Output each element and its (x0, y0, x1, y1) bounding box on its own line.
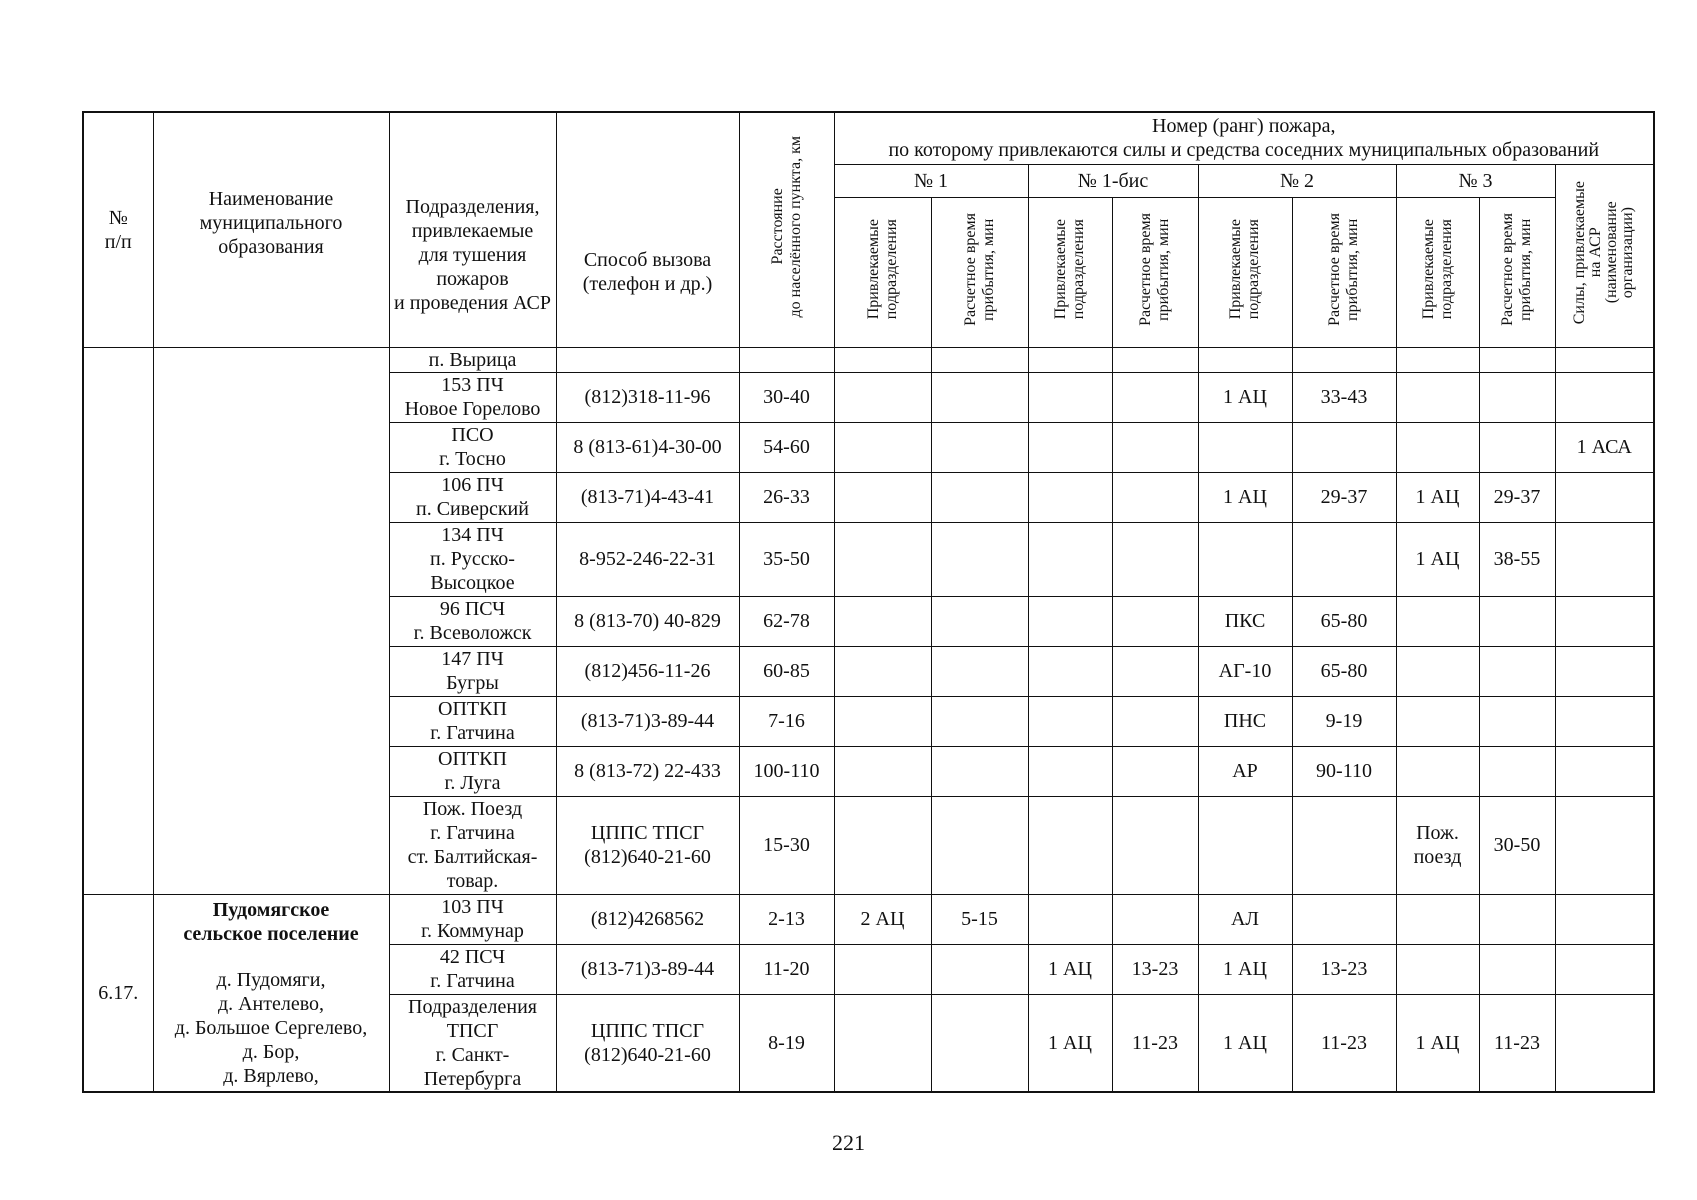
cell-r3-units (1396, 894, 1479, 944)
cell-r1-units (834, 372, 931, 422)
header-rank-group: Номер (ранг) пожара, по которому привлекаются силы и средства соседних муниципальных образований (834, 112, 1654, 164)
cell-distance: 7-16 (739, 696, 834, 746)
cell-units: 96 ПСЧ г. Всеволожск (389, 596, 556, 646)
cell-call: 8 (813-70) 40-829 (556, 596, 739, 646)
cell-r2-time (1292, 796, 1396, 894)
cell-r3-units (1396, 372, 1479, 422)
cell-r1-time (931, 994, 1028, 1092)
cell-r1bis-units (1028, 422, 1112, 472)
cell-asr (1555, 372, 1654, 422)
cell-asr (1555, 347, 1654, 372)
cell-r2-time: 65-80 (1292, 596, 1396, 646)
header-distance: Расстояние до населённого пункта, км (739, 112, 834, 347)
cell-r3-units (1396, 596, 1479, 646)
cell-r3-time (1479, 422, 1555, 472)
cell-asr (1555, 472, 1654, 522)
cell-asr (1555, 646, 1654, 696)
cell-r1-time (931, 596, 1028, 646)
cell-asr (1555, 944, 1654, 994)
cell-asr: 1 АСА (1555, 422, 1654, 472)
cell-r3-units (1396, 746, 1479, 796)
cell-units: 106 ПЧ п. Сиверский (389, 472, 556, 522)
cell-r2-units: 1 АЦ (1198, 472, 1292, 522)
cell-r3-time (1479, 944, 1555, 994)
cell-units: 42 ПСЧ г. Гатчина (389, 944, 556, 994)
cell-r1-time (931, 522, 1028, 596)
cell-r3-time (1479, 696, 1555, 746)
cell-r1-time: 5-15 (931, 894, 1028, 944)
cell-r2-time: 11-23 (1292, 994, 1396, 1092)
settlement-item: д. Бор, (242, 1040, 300, 1063)
header-r3-units: Привлекаемые подразделения (1396, 197, 1479, 347)
cell-r1-units (834, 944, 931, 994)
cell-r2-units: АЛ (1198, 894, 1292, 944)
cell-r2-time (1292, 422, 1396, 472)
table-row (83, 347, 1654, 372)
header-r1-units: Привлекаемые подразделения (834, 197, 931, 347)
cell-r1bis-units (1028, 522, 1112, 596)
cell-asr (1555, 696, 1654, 746)
cell-r3-units: 1 АЦ (1396, 522, 1479, 596)
cell-r3-units (1396, 422, 1479, 472)
cell-r2-time: 65-80 (1292, 646, 1396, 696)
cell-asr (1555, 894, 1654, 944)
cell-distance: 26-33 (739, 472, 834, 522)
cell-municipality-empty (153, 347, 389, 894)
header-r1bis-units: Привлекаемые подразделения (1028, 197, 1112, 347)
cell-r1-units (834, 796, 931, 894)
cell-units: 153 ПЧ Новое Горелово (389, 372, 556, 422)
section-number: 6.17. (83, 894, 153, 1092)
cell-r3-time: 38-55 (1479, 522, 1555, 596)
cell-r1bis-units (1028, 347, 1112, 372)
cell-call: ЦППС ТПСГ (812)640-21-60 (556, 796, 739, 894)
header-rank-1bis: № 1-бис (1028, 164, 1198, 197)
header-r1bis-time: Расчетное время прибытия, мин (1112, 197, 1198, 347)
cell-r1-units (834, 994, 931, 1092)
cell-r3-units: 1 АЦ (1396, 472, 1479, 522)
cell-r1bis-units (1028, 696, 1112, 746)
settlement-list (156, 968, 387, 1088)
cell-units: 103 ПЧ г. Коммунар (389, 894, 556, 944)
cell-r3-time (1479, 347, 1555, 372)
cell-r2-units: ПНС (1198, 696, 1292, 746)
cell-r1bis-time (1112, 796, 1198, 894)
cell-call: (813-71)3-89-44 (556, 944, 739, 994)
cell-r1bis-time (1112, 372, 1198, 422)
cell-r3-time (1479, 372, 1555, 422)
cell-r1bis-units: 1 АЦ (1028, 994, 1112, 1092)
cell-units: п. Вырица (389, 347, 556, 372)
table-row (83, 894, 1654, 944)
cell-r2-time (1292, 347, 1396, 372)
cell-distance: 35-50 (739, 522, 834, 596)
cell-call: (812)318-11-96 (556, 372, 739, 422)
cell-units: Пож. Поезд г. Гатчина ст. Балтийская- товар. (389, 796, 556, 894)
cell-r2-units: ПКС (1198, 596, 1292, 646)
cell-call: 8 (813-61)4-30-00 (556, 422, 739, 472)
cell-asr (1555, 994, 1654, 1092)
cell-r3-units: Пож. поезд (1396, 796, 1479, 894)
cell-r3-units (1396, 646, 1479, 696)
section-title: Пудомягское сельское поселение (183, 898, 359, 945)
cell-distance: 54-60 (739, 422, 834, 472)
cell-call: (812)4268562 (556, 894, 739, 944)
cell-r1-time (931, 944, 1028, 994)
cell-distance: 2-13 (739, 894, 834, 944)
header-r2-time: Расчетное время прибытия, мин (1292, 197, 1396, 347)
cell-units: 134 ПЧ п. Русско- Высоцкое (389, 522, 556, 596)
cell-r1-time (931, 796, 1028, 894)
cell-r1-time (931, 696, 1028, 746)
cell-r3-units (1396, 696, 1479, 746)
cell-r2-time (1292, 894, 1396, 944)
settlement-item: д. Вярлево, (223, 1064, 319, 1087)
cell-r2-units (1198, 796, 1292, 894)
cell-distance: 15-30 (739, 796, 834, 894)
cell-r2-time: 90-110 (1292, 746, 1396, 796)
header-row-1 (83, 112, 1654, 164)
cell-r3-units (1396, 944, 1479, 994)
cell-asr (1555, 596, 1654, 646)
cell-r3-time (1479, 596, 1555, 646)
header-number: № п/п (83, 112, 153, 347)
settlement-item: д. Большое Сергелево, (174, 1016, 368, 1039)
cell-r1bis-units (1028, 372, 1112, 422)
cell-units: ОПТКП г. Гатчина (389, 696, 556, 746)
cell-distance: 100-110 (739, 746, 834, 796)
cell-r1-time (931, 472, 1028, 522)
cell-r1bis-time (1112, 422, 1198, 472)
cell-call: (813-71)3-89-44 (556, 696, 739, 746)
cell-r2-units (1198, 422, 1292, 472)
cell-r1bis-units (1028, 472, 1112, 522)
cell-distance: 60-85 (739, 646, 834, 696)
header-rank-2: № 2 (1198, 164, 1396, 197)
cell-r2-units (1198, 347, 1292, 372)
cell-units: 147 ПЧ Бугры (389, 646, 556, 696)
cell-r1-units (834, 422, 931, 472)
cell-units: Подразделения ТПСГ г. Санкт- Петербурга (389, 994, 556, 1092)
cell-r1-time (931, 372, 1028, 422)
cell-r1bis-time: 11-23 (1112, 994, 1198, 1092)
cell-call: (812)456-11-26 (556, 646, 739, 696)
cell-distance: 30-40 (739, 372, 834, 422)
cell-distance: 8-19 (739, 994, 834, 1092)
cell-r3-time (1479, 646, 1555, 696)
table-body (83, 112, 1654, 1092)
cell-r1bis-units (1028, 796, 1112, 894)
cell-r2-time: 33-43 (1292, 372, 1396, 422)
section-municipality (153, 894, 389, 1092)
cell-call: (813-71)4-43-41 (556, 472, 739, 522)
cell-r1-units (834, 696, 931, 746)
cell-call: 8 (813-72) 22-433 (556, 746, 739, 796)
cell-r2-time (1292, 522, 1396, 596)
cell-r1-time (931, 347, 1028, 372)
page-number: 221 (832, 1130, 865, 1155)
cell-r3-units: 1 АЦ (1396, 994, 1479, 1092)
cell-call (556, 347, 739, 372)
header-rank-3: № 3 (1396, 164, 1555, 197)
cell-r1bis-time (1112, 646, 1198, 696)
cell-r2-time: 29-37 (1292, 472, 1396, 522)
cell-r2-time: 13-23 (1292, 944, 1396, 994)
cell-r1-units (834, 522, 931, 596)
cell-distance: 62-78 (739, 596, 834, 646)
cell-r2-units: 1 АЦ (1198, 944, 1292, 994)
cell-asr (1555, 746, 1654, 796)
cell-r3-time: 29-37 (1479, 472, 1555, 522)
cell-number-empty (83, 347, 153, 894)
cell-asr (1555, 522, 1654, 596)
cell-r1bis-time (1112, 894, 1198, 944)
cell-r1-time (931, 646, 1028, 696)
header-rank-1: № 1 (834, 164, 1028, 197)
cell-r1bis-units: 1 АЦ (1028, 944, 1112, 994)
cell-r1bis-time (1112, 746, 1198, 796)
fire-forces-table (82, 111, 1655, 1093)
cell-r1-units (834, 746, 931, 796)
settlement-item: д. Антелево, (217, 992, 325, 1015)
header-call-method: Способ вызова (телефон и др.) (556, 112, 739, 347)
settlement-item: д. Пудомяги, (216, 968, 326, 991)
header-r1-time: Расчетное время прибытия, мин (931, 197, 1028, 347)
header-asr-forces: Силы, привлекаемые на АСР (наименование организации) (1555, 164, 1654, 347)
cell-units: ОПТКП г. Луга (389, 746, 556, 796)
cell-r1-time (931, 422, 1028, 472)
cell-r1-units (834, 596, 931, 646)
cell-r1bis-time (1112, 347, 1198, 372)
cell-r1-time (931, 746, 1028, 796)
cell-r2-units: 1 АЦ (1198, 994, 1292, 1092)
cell-r2-units: АГ-10 (1198, 646, 1292, 696)
cell-call: ЦППС ТПСГ (812)640-21-60 (556, 994, 739, 1092)
cell-r2-units: АР (1198, 746, 1292, 796)
header-municipality: Наименование муниципального образования (153, 112, 389, 347)
cell-r1bis-units (1028, 894, 1112, 944)
cell-asr (1555, 796, 1654, 894)
cell-r1-units: 2 АЦ (834, 894, 931, 944)
cell-call: 8-952-246-22-31 (556, 522, 739, 596)
header-units: Подразделения, привлекаемые для тушения пожаров и проведения АСР (389, 112, 556, 347)
cell-r1bis-units (1028, 746, 1112, 796)
cell-r3-time: 11-23 (1479, 994, 1555, 1092)
header-r2-units: Привлекаемые подразделения (1198, 197, 1292, 347)
cell-r3-time (1479, 746, 1555, 796)
cell-r1-units (834, 646, 931, 696)
cell-r1-units (834, 347, 931, 372)
cell-r1bis-time: 13-23 (1112, 944, 1198, 994)
cell-r2-units: 1 АЦ (1198, 372, 1292, 422)
cell-r2-units (1198, 522, 1292, 596)
cell-distance: 11-20 (739, 944, 834, 994)
cell-r3-units (1396, 347, 1479, 372)
cell-units: ПСО г. Тосно (389, 422, 556, 472)
cell-r1bis-time (1112, 696, 1198, 746)
cell-r1bis-time (1112, 522, 1198, 596)
cell-r1-units (834, 472, 931, 522)
cell-r3-time (1479, 894, 1555, 944)
cell-r1bis-time (1112, 472, 1198, 522)
cell-distance (739, 347, 834, 372)
cell-r1bis-time (1112, 596, 1198, 646)
header-r3-time: Расчетное время прибытия, мин (1479, 197, 1555, 347)
cell-r1bis-units (1028, 596, 1112, 646)
cell-r1bis-units (1028, 646, 1112, 696)
cell-r2-time: 9-19 (1292, 696, 1396, 746)
cell-r3-time: 30-50 (1479, 796, 1555, 894)
